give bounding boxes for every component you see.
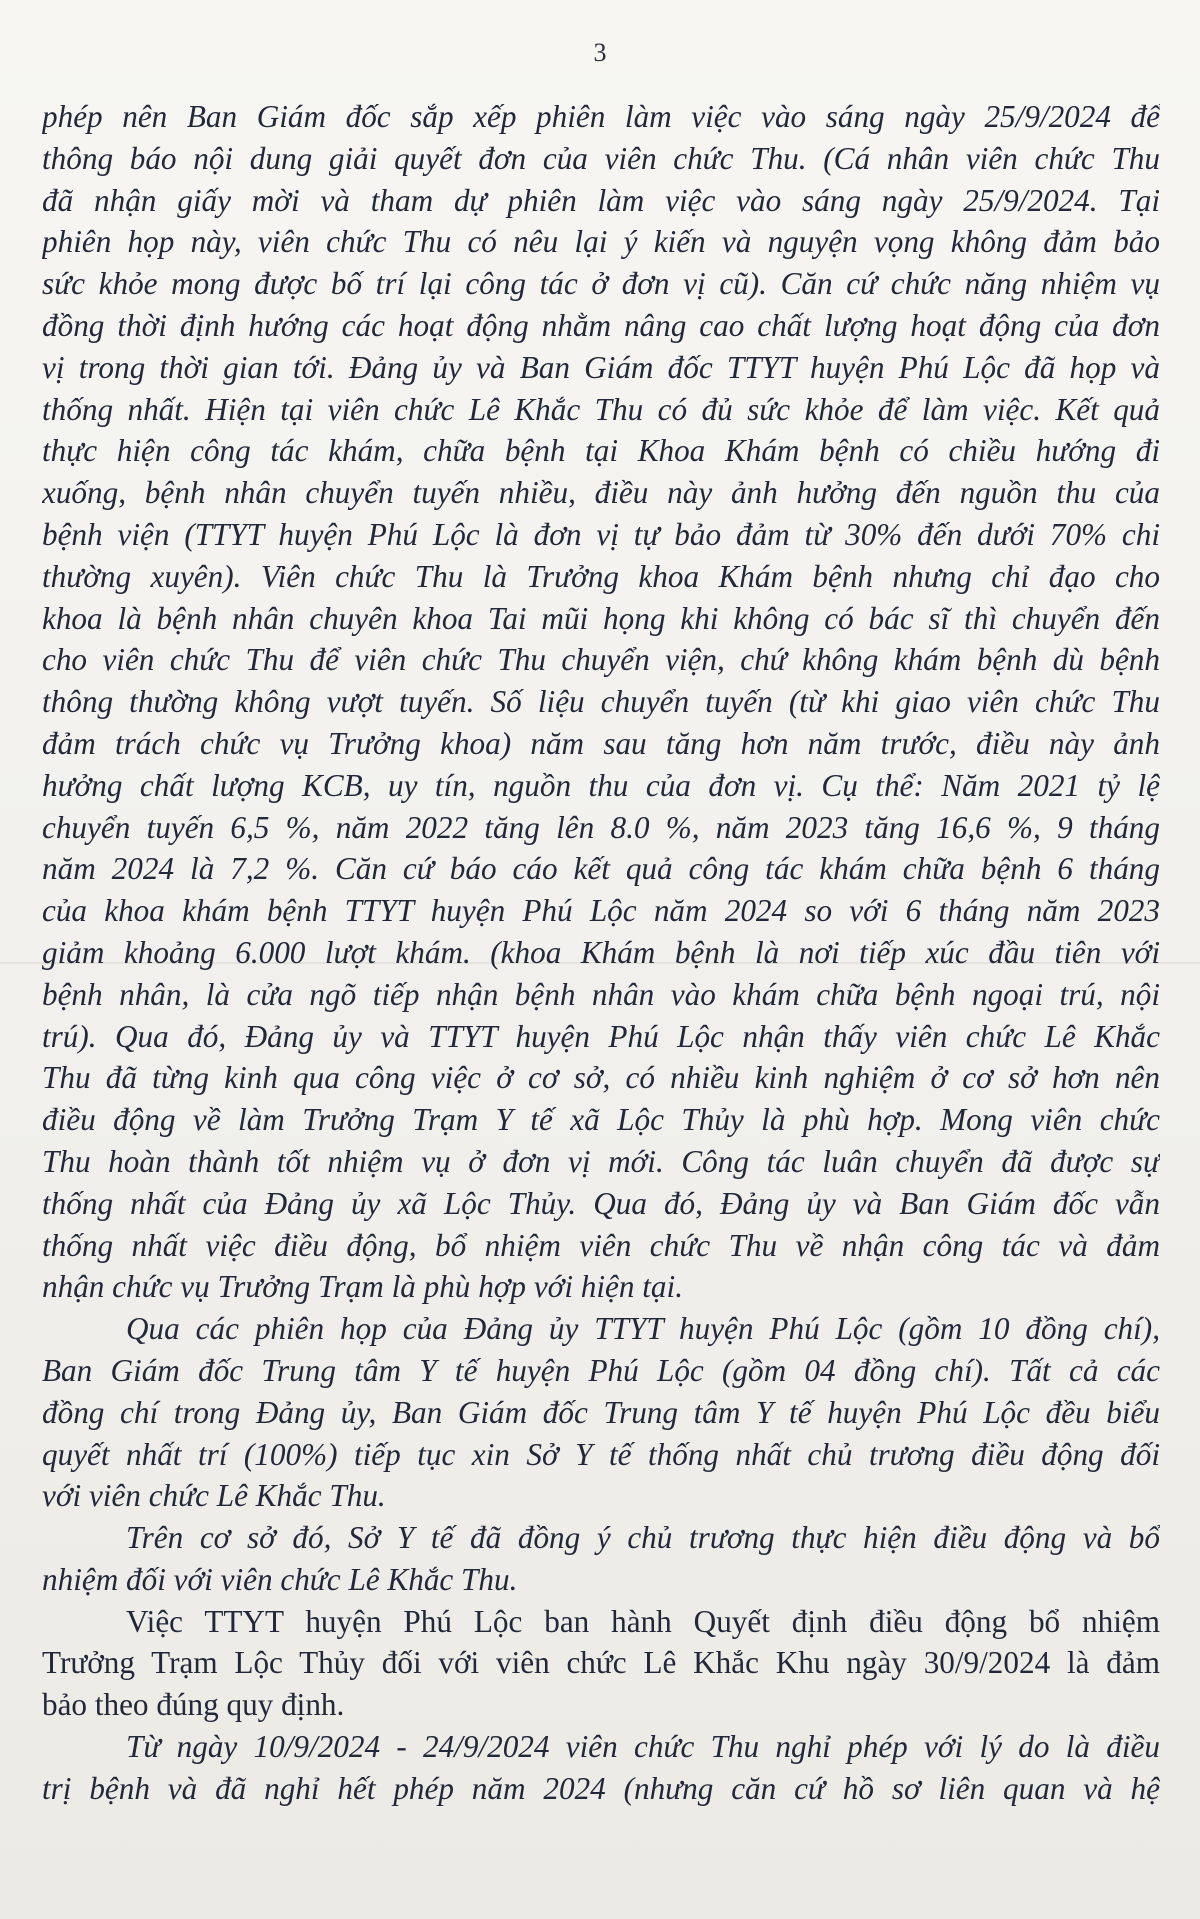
text-line: sức khỏe mong được bố trí lại công tác ở đơn vị cũ). Căn cứ chức năng nhiệm vụ bbox=[42, 266, 1160, 302]
text-line: thông thường không vượt tuyến. Số liệu chuyển tuyến (từ khi giao viên chức Thu bbox=[42, 684, 1160, 720]
text-line: đã nhận giấy mời và tham dự phiên làm việc vào sáng ngày 25/9/2024. Tại bbox=[42, 182, 1160, 218]
text-line: Qua các phiên họp của Đảng ủy TTYT huyện Phú Lộc (gồm 10 đồng chí), bbox=[126, 1311, 1160, 1347]
text-line: Trên cơ sở đó, Sở Y tế đã đồng ý chủ trương thực hiện điều động và bổ bbox=[126, 1520, 1160, 1556]
text-line: thống nhất việc điều động, bổ nhiệm viên chức Thu về nhận công tác và đảm bbox=[42, 1227, 1160, 1263]
text-line: bảo theo đúng quy định. bbox=[42, 1687, 345, 1723]
text-line: giảm khoảng 6.000 lượt khám. (khoa Khám bệnh là nơi tiếp xúc đầu tiên với bbox=[42, 934, 1160, 970]
text-line: Ban Giám đốc Trung tâm Y tế huyện Phú Lộc (gồm 04 đồng chí). Tất cả các bbox=[42, 1352, 1160, 1388]
text-line: đảm trách chức vụ Trưởng khoa) năm sau tăng hơn năm trước, điều này ảnh bbox=[42, 725, 1160, 761]
text-line: nhiệm đối với viên chức Lê Khắc Thu. bbox=[42, 1561, 518, 1597]
text-line: bệnh nhân, là cửa ngõ tiếp nhận bệnh nhân vào khám chữa bệnh ngoại trú, nội bbox=[42, 976, 1160, 1012]
text-line: quyết nhất trí (100%) tiếp tục xin Sở Y tế thống nhất chủ trương điều động đối bbox=[42, 1436, 1160, 1472]
text-line: Trưởng Trạm Lộc Thủy đối với viên chức Lê Khắc Khu ngày 30/9/2024 là đảm bbox=[42, 1645, 1160, 1681]
text-line: chuyển tuyến 6,5 %, năm 2022 tăng lên 8.0 %, năm 2023 tăng 16,6 %, 9 tháng bbox=[42, 809, 1160, 845]
text-line: Từ ngày 10/9/2024 - 24/9/2024 viên chức Thu nghỉ phép với lý do là điều bbox=[126, 1729, 1160, 1765]
text-line: hưởng chất lượng KCB, uy tín, nguồn thu của đơn vị. Cụ thể: Năm 2021 tỷ lệ bbox=[42, 767, 1160, 803]
text-line: đồng thời định hướng các hoạt động nhằm nâng cao chất lượng hoạt động của đơn bbox=[42, 307, 1160, 343]
document-body bbox=[42, 96, 1160, 1810]
text-line: xuống, bệnh nhân chuyển tuyến nhiều, điều này ảnh hưởng đến nguồn thu của bbox=[42, 475, 1160, 511]
text-line: thường xuyên). Viên chức Thu là Trưởng khoa Khám bệnh nhưng chỉ đạo cho bbox=[42, 558, 1160, 594]
text-line: đồng chí trong Đảng ủy, Ban Giám đốc Trung tâm Y tế huyện Phú Lộc đều biểu bbox=[42, 1394, 1160, 1430]
text-line: năm 2024 là 7,2 %. Căn cứ báo cáo kết quả công tác khám chữa bệnh 6 tháng bbox=[42, 851, 1160, 887]
text-line: phiên họp này, viên chức Thu có nêu lại ý kiến và nguyện vọng không đảm bảo bbox=[42, 224, 1160, 260]
text-line: nhận chức vụ Trưởng Trạm là phù hợp với hiện tại. bbox=[42, 1269, 683, 1305]
text-line: của khoa khám bệnh TTYT huyện Phú Lộc năm 2024 so với 6 tháng năm 2023 bbox=[42, 893, 1160, 929]
page-number: 3 bbox=[593, 38, 607, 67]
text-line: với viên chức Lê Khắc Thu. bbox=[42, 1478, 386, 1514]
text-line: thống nhất. Hiện tại viên chức Lê Khắc Thu có đủ sức khỏe để làm việc. Kết quả bbox=[42, 391, 1160, 427]
text-line: khoa là bệnh nhân chuyên khoa Tai mũi họng khi không có bác sĩ thì chuyển đến bbox=[42, 600, 1160, 636]
text-line: điều động về làm Trưởng Trạm Y tế xã Lộc Thủy là phù hợp. Mong viên chức bbox=[42, 1102, 1160, 1138]
text-line: bệnh viện (TTYT huyện Phú Lộc là đơn vị tự bảo đảm từ 30% đến dưới 70% chi bbox=[42, 516, 1160, 552]
text-line: phép nên Ban Giám đốc sắp xếp phiên làm việc vào sáng ngày 25/9/2024 để bbox=[42, 99, 1160, 134]
text-line: thông báo nội dung giải quyết đơn của viên chức Thu. (Cá nhân viên chức Thu bbox=[42, 140, 1160, 176]
text-line: trú). Qua đó, Đảng ủy và TTYT huyện Phú Lộc nhận thấy viên chức Lê Khắc bbox=[42, 1018, 1160, 1054]
text-line: thực hiện công tác khám, chữa bệnh tại Khoa Khám bệnh có chiều hướng đi bbox=[42, 433, 1160, 469]
text-line: thống nhất của Đảng ủy xã Lộc Thủy. Qua đó, Đảng ủy và Ban Giám đốc vẫn bbox=[42, 1185, 1160, 1221]
text-line: Thu hoàn thành tốt nhiệm vụ ở đơn vị mới. Công tác luân chuyển đã được sự bbox=[42, 1143, 1160, 1179]
text-line: vị trong thời gian tới. Đảng ủy và Ban Giám đốc TTYT huyện Phú Lộc đã họp và bbox=[42, 349, 1160, 385]
text-line: cho viên chức Thu để viên chức Thu chuyển viện, chứ không khám bệnh dù bệnh bbox=[42, 642, 1160, 678]
text-line: trị bệnh và đã nghỉ hết phép năm 2024 (nhưng căn cứ hồ sơ liên quan và hệ bbox=[42, 1770, 1160, 1806]
text-line: Việc TTYT huyện Phú Lộc ban hành Quyết định điều động bổ nhiệm bbox=[126, 1603, 1160, 1639]
text-line: Thu đã từng kinh qua công việc ở cơ sở, có nhiều kinh nghiệm ở cơ sở hơn nên bbox=[42, 1060, 1160, 1096]
